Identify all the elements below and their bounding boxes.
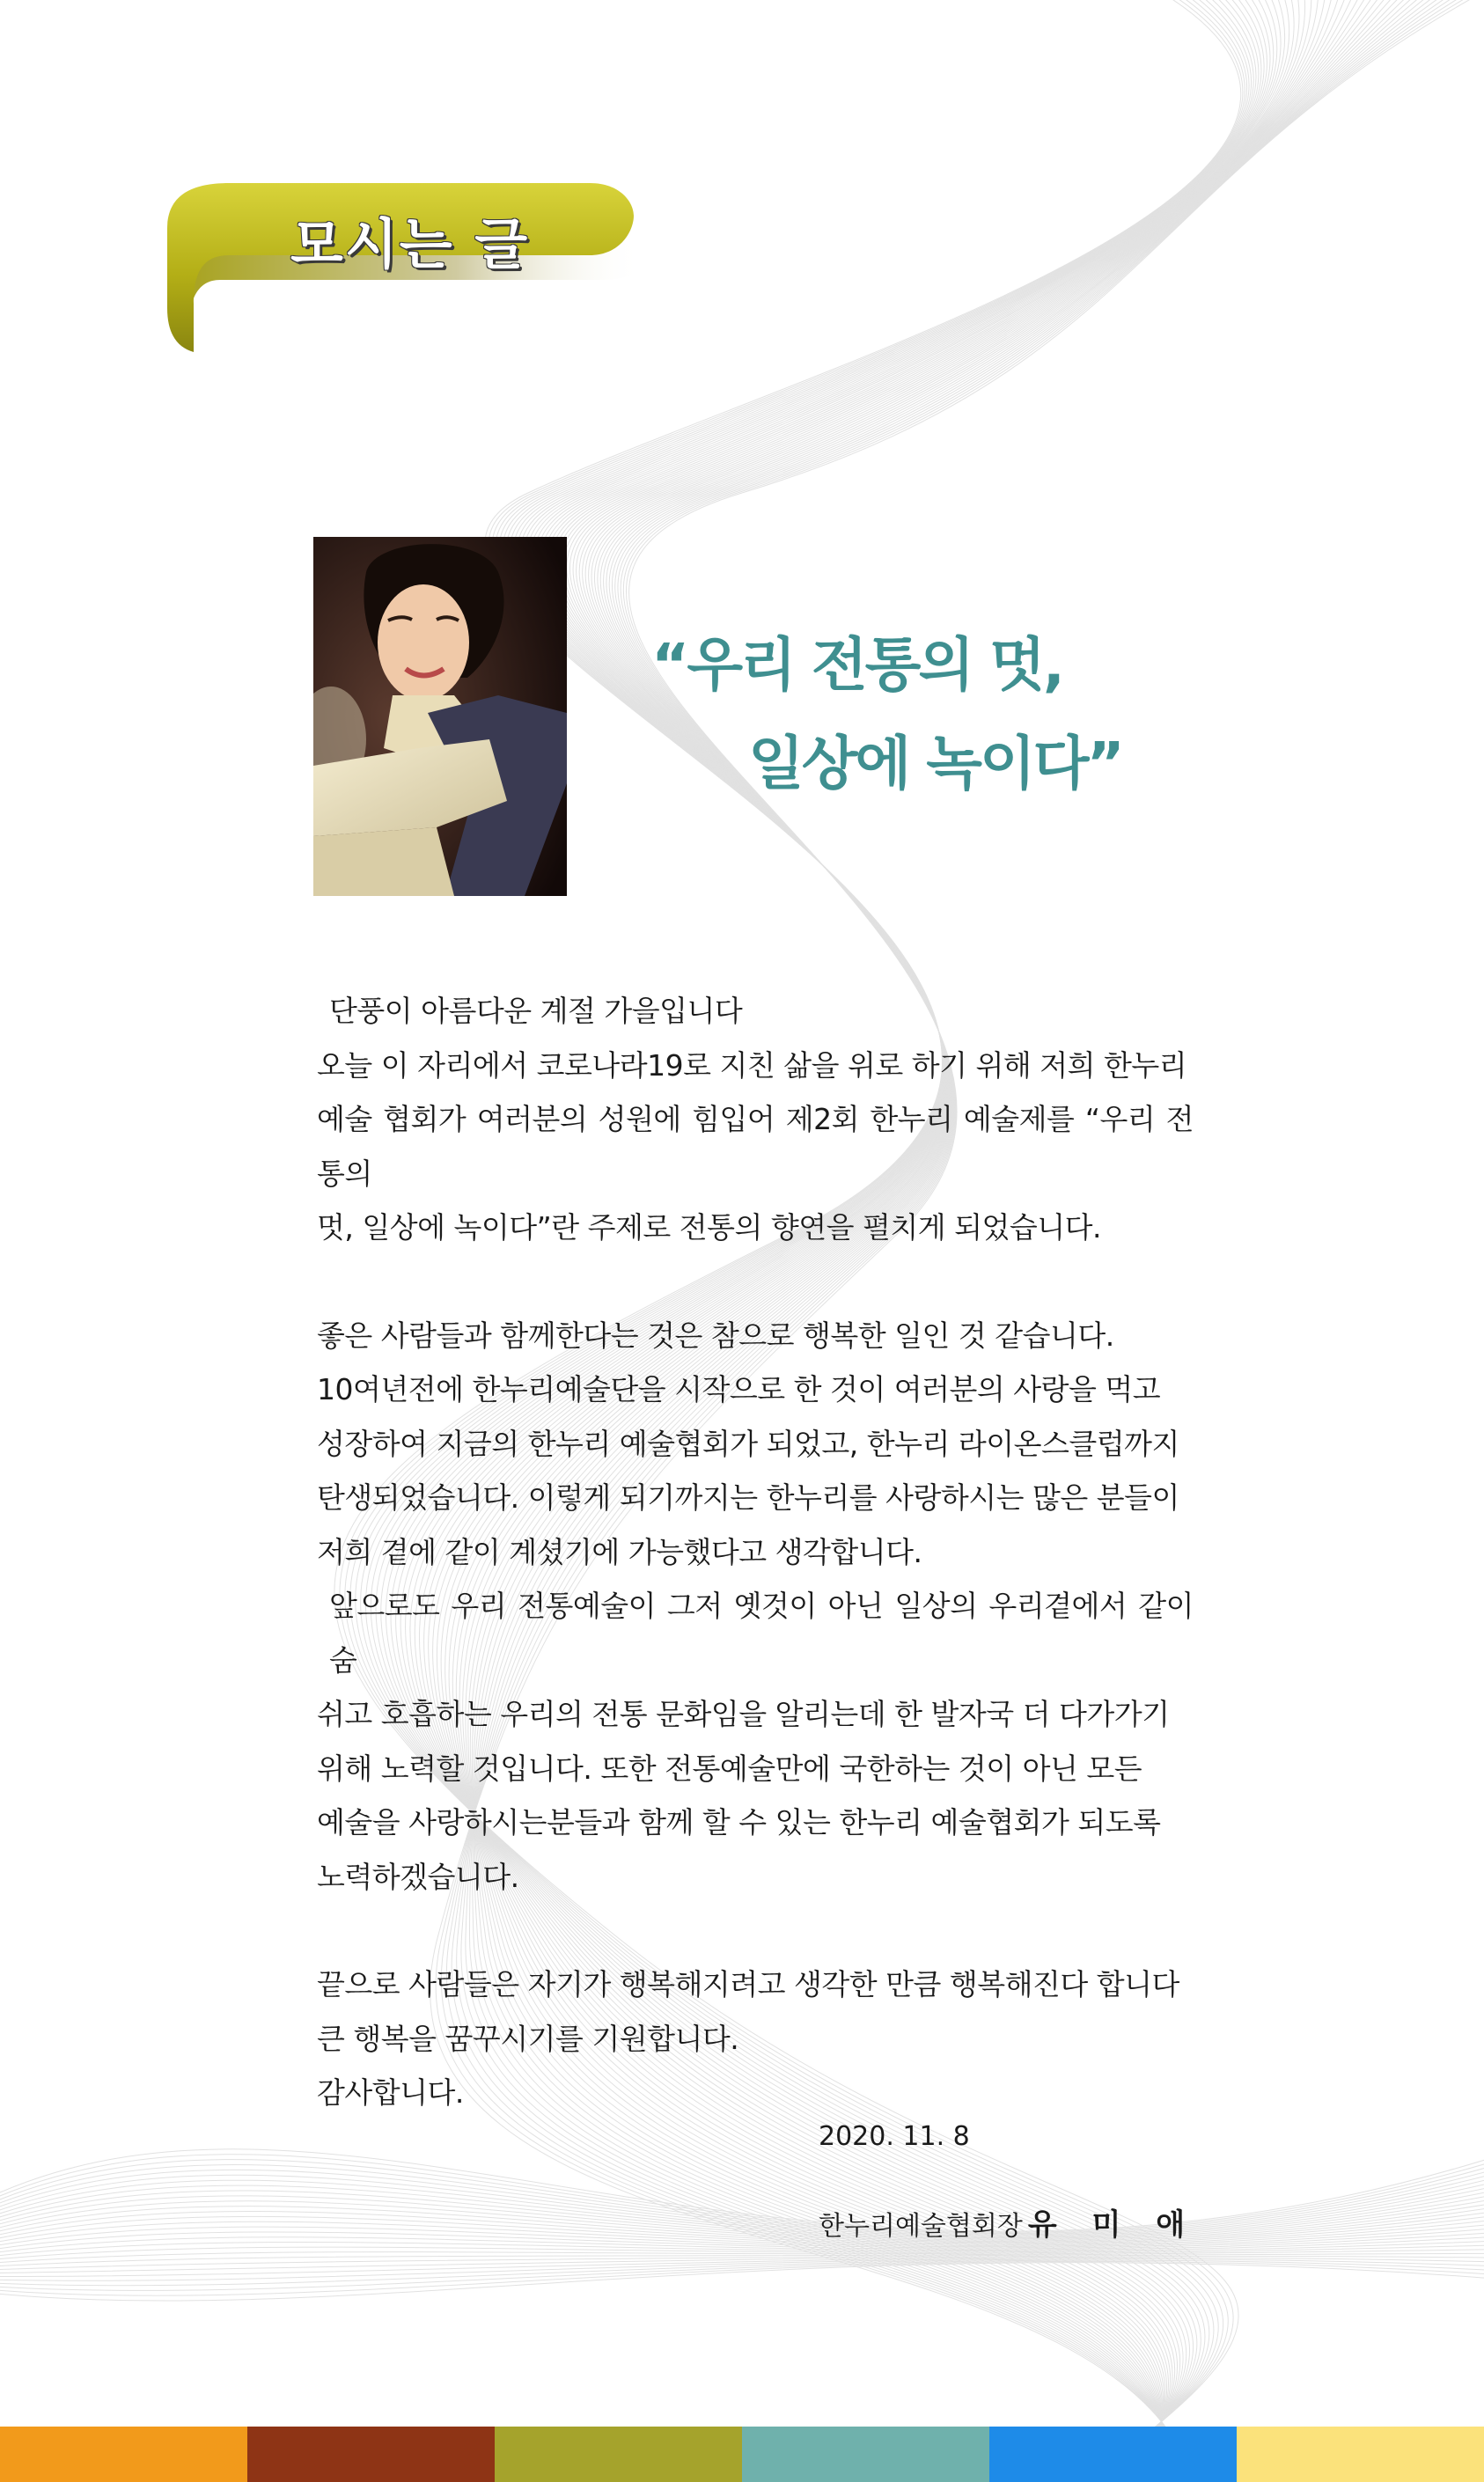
letter-line: 멋, 일상에 녹이다”란 주제로 전통의 향연을 펼치게 되었습니다. bbox=[317, 1210, 1101, 1245]
letter-line: 위해 노력할 것입니다. 또한 전통예술만에 국한하는 것이 아닌 모든 bbox=[317, 1751, 1142, 1786]
color-segment bbox=[247, 2427, 495, 2482]
letter-line: 쉬고 호흡하는 우리의 전통 문화임을 알리는데 한 발자국 더 다가가기 bbox=[317, 1697, 1170, 1731]
invitation-letter bbox=[317, 984, 1194, 2120]
color-bar bbox=[0, 2427, 1484, 2482]
title-ribbon bbox=[167, 176, 643, 370]
letter-line: 오늘 이 자리에서 코로나라19로 지친 삶을 위로 하기 위해 저희 한누리 bbox=[317, 1047, 1187, 1083]
color-segment bbox=[742, 2427, 989, 2482]
letter-line: 노력하겠습니다. bbox=[317, 1859, 519, 1894]
letter-line: 성장하여 지금의 한누리 예술협회가 되었고, 한누리 라이온스클럽까지 bbox=[317, 1426, 1179, 1461]
letter-date: 2020. 11. 8 bbox=[819, 2121, 970, 2152]
letter-line: 예술 협회가 여러분의 성원에 힘입어 제2회 한누리 예술제를 “우리 전통의 bbox=[317, 1102, 1194, 1191]
paragraph-3 bbox=[317, 1957, 1194, 2120]
letter-line: 예술을 사랑하시는분들과 함께 할 수 있는 한누리 예술협회가 되도록 bbox=[317, 1805, 1161, 1839]
letter-line: 단풍이 아름다운 계절 가을입니다 bbox=[329, 994, 743, 1028]
letter-line: 탄생되었습니다. 이렇게 되기까지는 한누리를 사랑하시는 많은 분들이 bbox=[317, 1480, 1179, 1515]
color-segment bbox=[989, 2427, 1237, 2482]
letter-line: 감사합니다. bbox=[317, 2075, 464, 2110]
signature-position: 한누리예술협회장 bbox=[819, 2211, 1023, 2242]
signature-name: 유 미 애 bbox=[1027, 2207, 1198, 2243]
letter-line: 좋은 사람들과 함께한다는 것은 참으로 행복한 일인 것 같습니다. bbox=[317, 1318, 1114, 1353]
letter-line: 10여년전에 한누리예술단을 시작으로 한 것이 여러분의 사랑을 먹고 bbox=[317, 1372, 1161, 1406]
color-segment bbox=[0, 2427, 247, 2482]
color-segment bbox=[495, 2427, 742, 2482]
letter-line: 큰 행복을 꿈꾸시기를 기원합니다. bbox=[317, 2021, 739, 2056]
letter-line: 앞으로도 우리 전통예술이 그저 옛것이 아닌 일상의 우리곁에서 같이 숨 bbox=[329, 1589, 1194, 1678]
letter-line: 저희 곁에 같이 계셨기에 가능했다고 생각합니다. bbox=[317, 1534, 922, 1569]
quote-line-1: “우리 전통의 멋, bbox=[651, 631, 1062, 699]
paragraph-1 bbox=[317, 984, 1194, 1255]
page-title: 모시는 글 bbox=[290, 212, 530, 276]
quote-line-2: 일상에 녹이다” bbox=[748, 730, 1122, 797]
color-segment bbox=[1237, 2427, 1484, 2482]
letter-line: 끝으로 사람들은 자기가 행복해지려고 생각한 만큼 행복해진다 합니다 bbox=[317, 1967, 1179, 2001]
headline-quote bbox=[651, 616, 1179, 813]
dancer-image bbox=[313, 537, 567, 896]
portrait-photo bbox=[313, 537, 567, 896]
paragraph-2 bbox=[317, 1309, 1194, 1905]
signature bbox=[819, 2200, 1197, 2243]
